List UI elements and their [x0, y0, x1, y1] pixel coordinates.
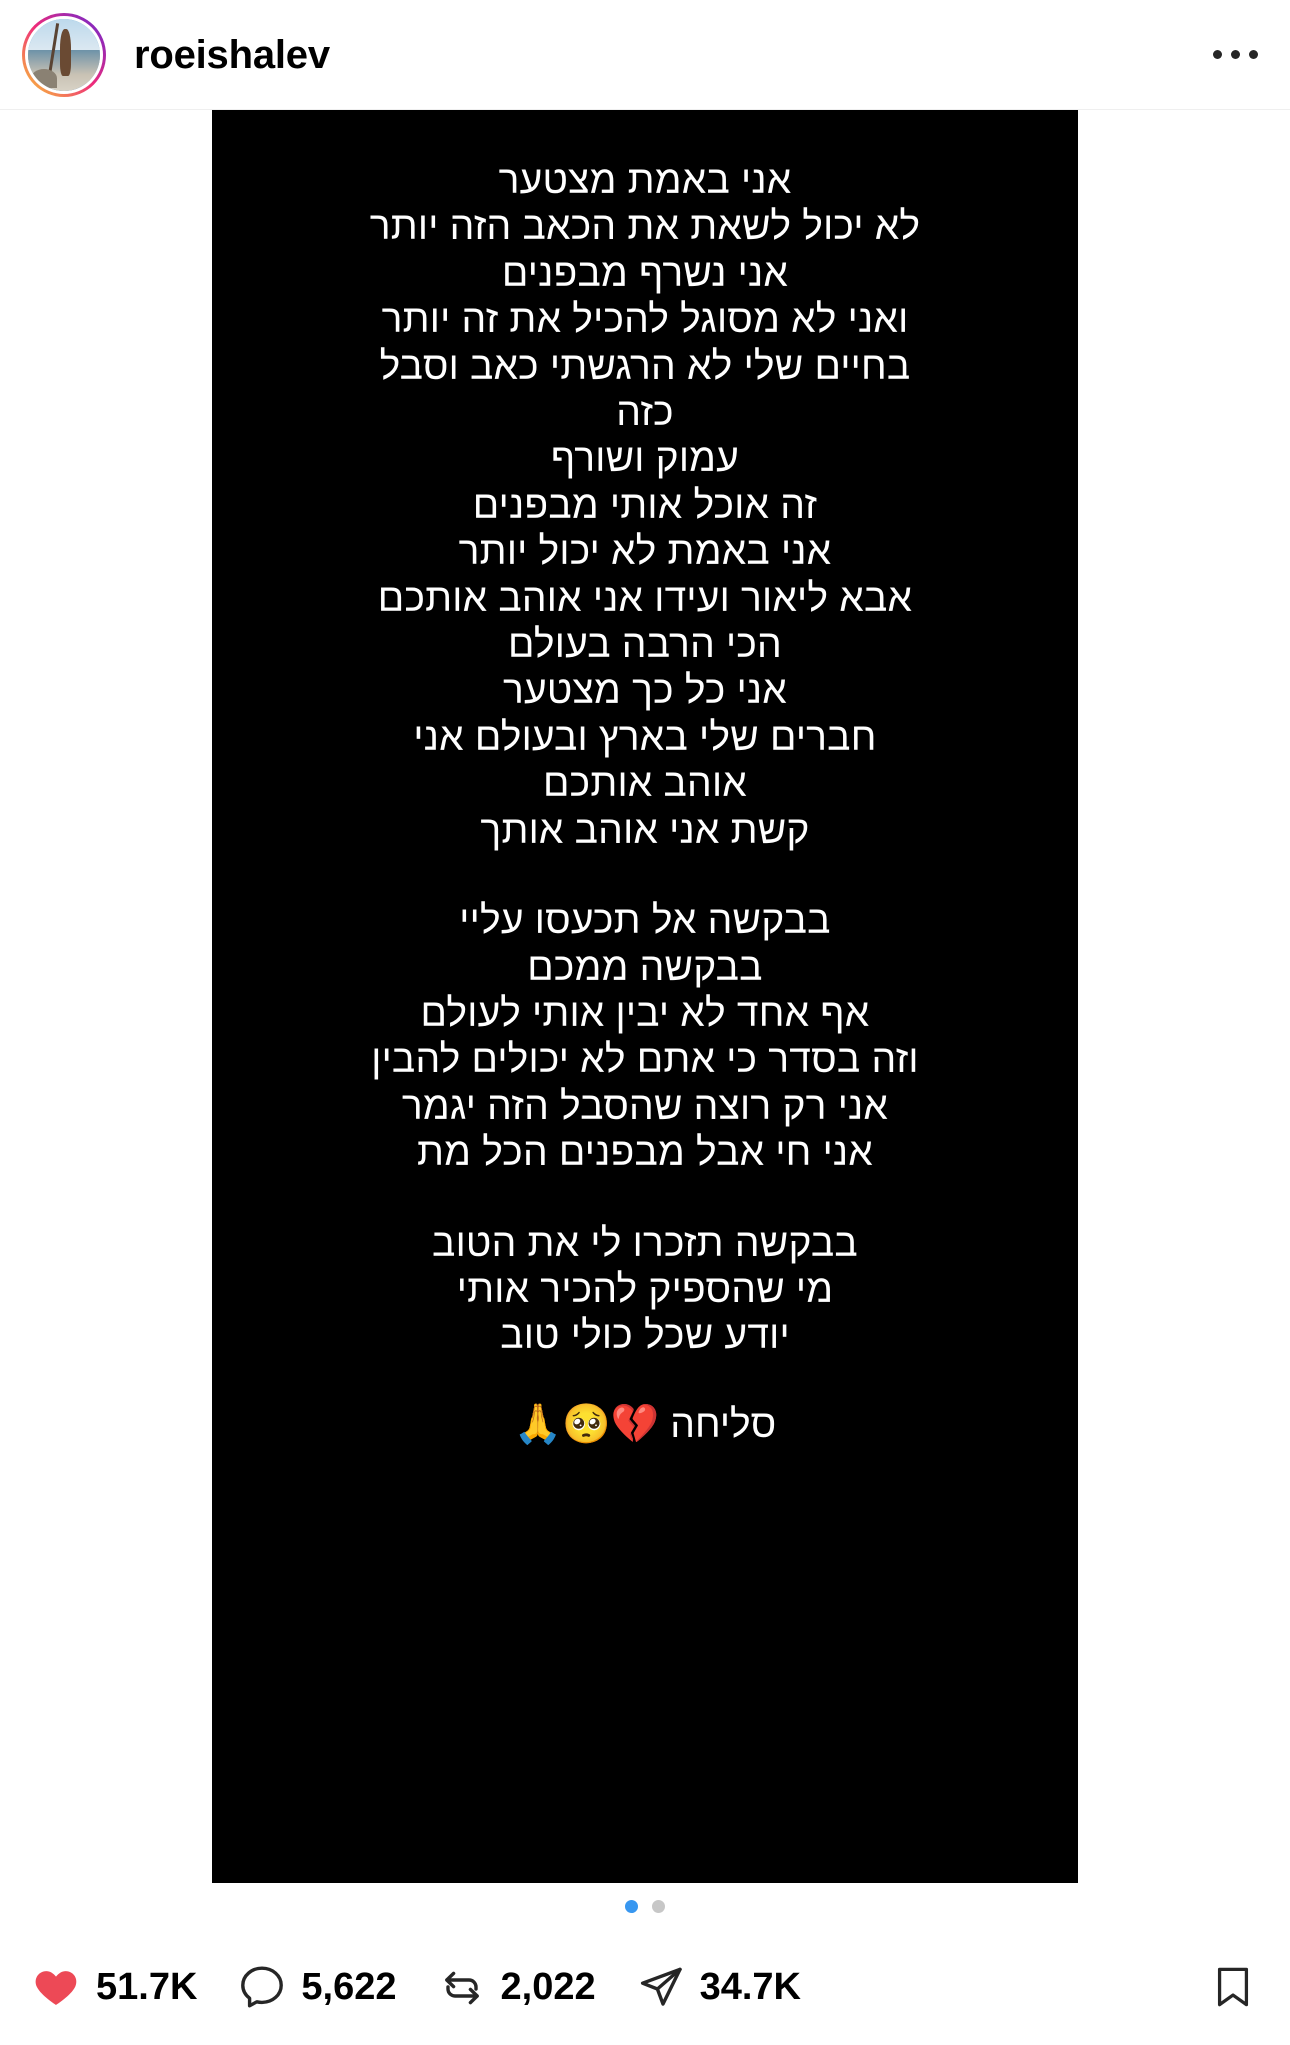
post-media[interactable]	[0, 110, 1290, 1883]
account-username[interactable]: roeishalev	[134, 32, 330, 77]
post-line: אני באמת לא יכול יותר	[458, 530, 832, 574]
post-line: זה אוכל אותי מבפנים	[472, 483, 818, 527]
profile-picture[interactable]	[25, 16, 103, 94]
post-line-blank	[246, 854, 1044, 898]
post-line: כזה	[616, 391, 674, 435]
post-line: בבקשה ממכם	[527, 945, 763, 989]
more-options-icon[interactable]	[1207, 38, 1264, 71]
post-line: חברים שלי בארץ ובעולם אני	[413, 715, 877, 759]
carousel-indicator	[0, 1883, 1290, 1929]
post-line: אף אחד לא יבין אותי לעולם	[420, 991, 870, 1035]
comment-button[interactable]	[237, 1963, 396, 2011]
post-line: בבקשה תזכרו לי את הטוב	[432, 1221, 858, 1265]
post-line: אני נשרף מבפנים	[501, 251, 789, 295]
post-line: עמוק ושורף	[550, 437, 740, 481]
heart-icon[interactable]	[30, 1963, 82, 2011]
repost-button[interactable]	[437, 1963, 596, 2011]
save-button[interactable]	[1210, 1962, 1256, 2012]
avatar-figure	[60, 29, 72, 77]
post-line: אבא ליאור ועידו אני אוהב אותכם	[377, 576, 913, 620]
like-button[interactable]	[30, 1963, 197, 2011]
avatar-rock	[31, 69, 57, 88]
dot-1	[1213, 50, 1222, 59]
share-button[interactable]	[636, 1963, 801, 2011]
post-text-card	[212, 110, 1078, 1883]
bookmark-icon[interactable]	[1210, 1962, 1256, 2012]
post-line: אני חי אבל מבפנים הכל מת	[417, 1131, 873, 1175]
post-line-blank	[246, 1177, 1044, 1221]
carousel-dot-1[interactable]	[625, 1900, 638, 1913]
post-line: לא יכול לשאת את הכאב הזה יותר	[369, 205, 921, 249]
share-count: 34.7K	[699, 1966, 801, 2008]
post-body-text	[246, 158, 1044, 1360]
avatar[interactable]	[22, 13, 106, 97]
like-count: 51.7K	[96, 1966, 198, 2008]
post-line: אני רק רוצה שהסבל הזה יגמר	[401, 1084, 889, 1128]
repost-icon[interactable]	[437, 1963, 487, 2011]
post-header	[0, 0, 1290, 110]
post-line: וזה בסדר כי אתם לא יכולים להבין	[371, 1038, 919, 1082]
dot-2	[1231, 50, 1240, 59]
post-line: ואני לא מסוגל להכיל את זה יותר	[381, 298, 909, 342]
post-line: הכי הרבה בעולם	[508, 623, 782, 667]
dot-3	[1249, 50, 1258, 59]
comment-icon[interactable]	[237, 1963, 287, 2011]
comment-count: 5,622	[301, 1966, 397, 2008]
repost-count: 2,022	[500, 1966, 596, 2008]
post-line: אני כל כך מצטער	[503, 669, 787, 713]
post-line: בבקשה אל תכעסו עליי	[459, 899, 831, 943]
post-line: אוהב אותכם	[543, 762, 747, 806]
share-icon[interactable]	[636, 1963, 686, 2011]
post-line: יודע שכל כולי טוב	[500, 1314, 790, 1358]
post-line: אני באמת מצטער	[498, 159, 792, 202]
post-closing-text: סליחה 💔🥺🙏	[513, 1402, 777, 1446]
post-line: קשת אני אוהב אותך	[480, 808, 810, 852]
post-action-bar	[0, 1929, 1290, 2045]
carousel-dot-2[interactable]	[652, 1900, 665, 1913]
post-line: בחיים שלי לא הרגשתי כאב וסבל	[379, 344, 911, 388]
post-line: מי שהספיק להכיר אותי	[456, 1267, 834, 1311]
